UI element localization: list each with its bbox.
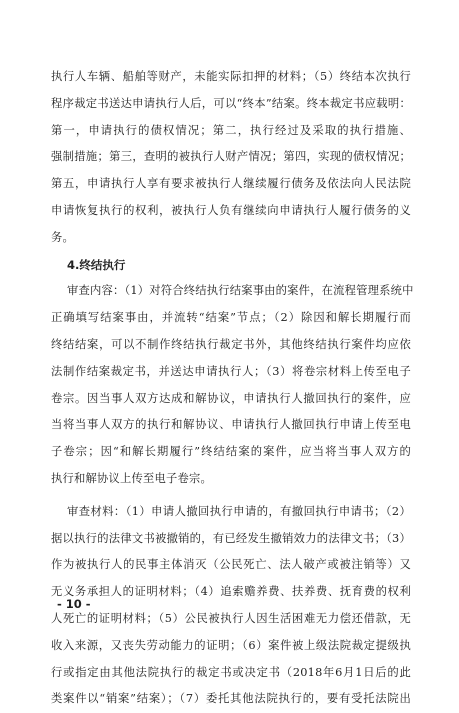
text-line: 审查材料：（1）申请人撤回执行申请的，有撤回执行申请书；（2） (67, 504, 411, 518)
text-line: 第一，申请执行的债权情况；第二，执行经过及采取的执行措施、 (51, 123, 411, 137)
paragraph-review-content (51, 278, 414, 492)
text-line: 申请恢复执行的权利，被执行人负有继续向申请执行人履行债务的义 (51, 203, 411, 217)
text-line: 作为被执行人的民事主体消灭（公民死亡、法人破产或被注销等）又 (51, 558, 411, 572)
text-line: 第五，申请执行人享有要求被执行人继续履行债务及依法向人民法院 (51, 177, 411, 191)
document-body (51, 64, 414, 713)
text-line: 无义务承担人的证明材料；（4）追索赡养费、扶养费、抚育费的权利 (51, 585, 411, 599)
text-line: 终结结案，可以不制作终结执行裁定书外，其他终结执行案件均应依 (51, 337, 411, 351)
text-line: 务。 (51, 230, 74, 244)
text-line: 收入来源，又丧失劳动能力的证明；（6）案件被上级法院裁定提级执 (51, 638, 411, 652)
text-line: 执行人车辆、船舶等财产，未能实际扣押的材料；（5）终结本次执行 (51, 70, 411, 83)
text-line: 人死亡的证明材料；（5）公民被执行人因生活困难无力偿还借款，无 (51, 611, 411, 625)
text-line: 正确填写结案事由，并流转“结案”节点；（2）除因和解长期履行而 (51, 311, 411, 325)
text-line: 卷宗。因当事人双方达成和解协议，申请执行人撤回执行的案件，应 (51, 391, 411, 405)
section-heading: 4.终结执行 (67, 257, 126, 272)
text-line: 审查内容：（1）对符合终结执行结案事由的案件，在流程管理系统中 (67, 284, 414, 298)
text-line: 行或指定由其他法院执行的裁定书或决定书（2018年6月1日后的此 (51, 665, 411, 679)
text-line: 强制措施；第三，查明的被执行人财产情况；第四，实现的债权情况； (51, 150, 411, 164)
text-line: 当将当事人双方的执行和解协议、申请执行人撤回执行申请上传至电 (51, 418, 411, 432)
text-line: 法制作结案裁定书，并送达申请执行人；（3）将卷宗材料上传至电子 (51, 364, 411, 378)
paragraph-final-enforcement-continued (51, 64, 411, 252)
text-line: 程序裁定书送达申请执行人后，可以“终本”结案。终本裁定书应载明： (51, 96, 411, 110)
text-line: 类案件以“销案”结案）；（7）委托其他法院执行的，要有受托法院出 (51, 692, 411, 706)
text-line: 子卷宗；因“和解长期履行”终结结案的案件，应当将当事人双方的 (51, 445, 411, 459)
text-line: 执行和解协议上传至电子卷宗。 (51, 471, 212, 485)
page-number: - 10 - (57, 597, 91, 611)
text-line: 据以执行的法律文书被撤销的，有已经发生撤销效力的法律文书；（3） (51, 531, 411, 545)
paragraph-review-materials (51, 499, 411, 713)
